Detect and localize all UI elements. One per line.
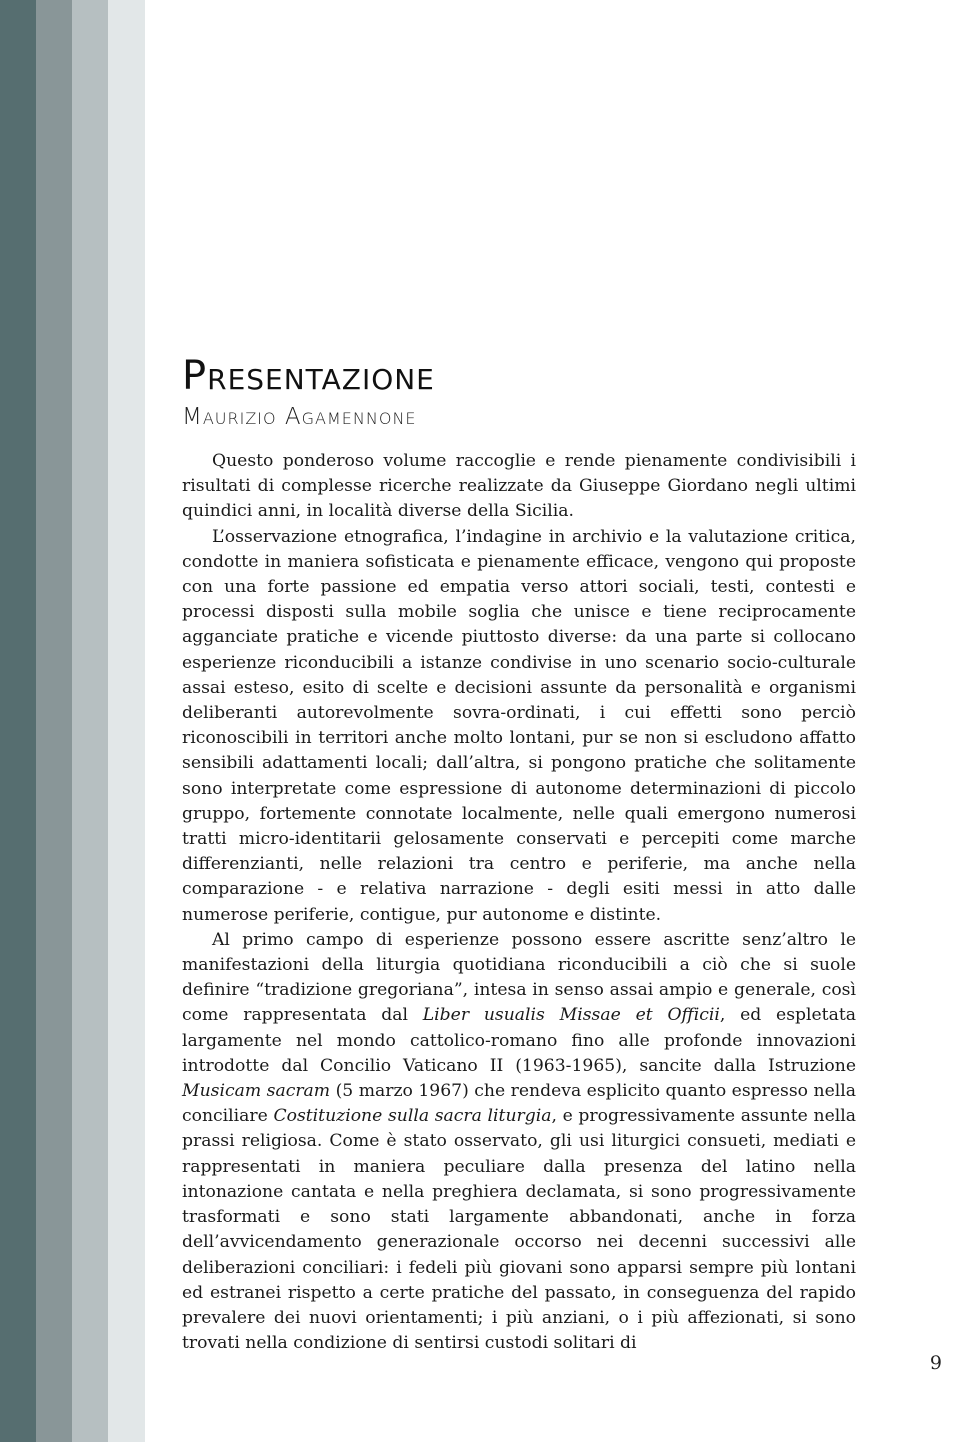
decorative-stripe [0,0,36,1442]
decorative-stripe [72,0,108,1442]
paragraph-text: Questo ponderoso volume raccoglie e rende pienamente condivisibili i risultati di complesse ricerche realizzate da Giuseppe Giordano negli ultimi quindici anni, in località diverse della Sicilia. [182,451,856,522]
paragraph-text: L’osservazione etnografica, l’indagine in archivio e la valutazione critica, condotte in maniera sofisticata e pienamente efficace, vengono qui proposte con una forte passione ed empatia verso attori sociali, testi, contesti e processi disposti sulla mobile soglia che unisce e tiene reciprocamente agganciate pratiche e vicende piuttosto diverse: da una parte si collocano esperienze riconducibili a istanze condivise in uno scenario socio-culturale assai esteso, esito di scelte e decisioni assunte da personalità e organismi deliberanti autorevolmente sovra-ordinati, i cui effetti sono perciò riconoscibili in territori anche molto lontani, pur se non si escludono affatto sensibili adattamenti locali; dall’altra, si pongono pratiche che solitamente sono interpretate come espressione di autonome determinazioni di piccolo gruppo, fortemente connotate localmente, nelle quali emergono numerosi tratti micro-identitarii gelosamente conservati e percepiti come marche differenzianti, nelle relazioni tra centro e periferie, ma anche nella comparazione - e relativa narrazione - degli esiti messi in atto dalle numerose periferie, contigue, pur autonome e distinte. [182,526,856,925]
paragraph-text: , ed espletata largamente nel mondo cattolico-romano fino alle profonde innovazioni introdotte dal Concilio Vaticano II (1963-1965), sancite dalla Istruzione [182,1005,856,1076]
page-number: 9 [929,1352,942,1374]
paragraph-text: Al primo campo di esperienze possono essere ascritte senz’altro le manifestazioni della liturgia quotidiana riconducibili a ciò che si suole definire “tradizione gregoriana”, intesa in senso assai ampio e generale, così come rappresentata dal [182,929,856,1026]
body-paragraph [182,449,856,525]
paragraph-text: (5 marzo 1967) che rendeva esplicito quanto espresso nella conciliare [182,1081,856,1127]
decorative-stripe [108,0,145,1442]
italic-title-text: Liber usualis Missae et Officii [422,1005,720,1026]
decorative-stripe [36,0,72,1442]
body-paragraph [182,928,856,1356]
body-text [182,449,856,1356]
paragraph-text: , e progressivamente assunte nella prassi religiosa. Come è stato osservato, gli usi liturgici consueti, mediati e rappresentati in maniera peculiare dalla presenza del latino nella intonazione cantata e nella preghiera declamata, si sono progressivamente trasformati e sono stati largamente abbandonati, anche in forza dell’avvicendamento generazionale occorso nei decenni successivi alle deliberazioni conciliari: i fedeli più giovani sono apparsi sempre più lontani ed estranei rispetto a certe pratiche del passato, in conseguenza del rapido prevalere dei nuovi orientamenti; i più anziani, o i più affezionati, si sono trovati nella condizione di sentirsi custodi solitari di [182,1106,856,1354]
chapter-title: Presentazione [182,353,435,399]
body-paragraph [182,525,856,928]
chapter-author: Maurizio Agamennone [182,404,417,430]
italic-title-text: Costituzione sulla sacra liturgia [273,1106,552,1127]
italic-title-text: Musicam sacram [182,1081,331,1102]
